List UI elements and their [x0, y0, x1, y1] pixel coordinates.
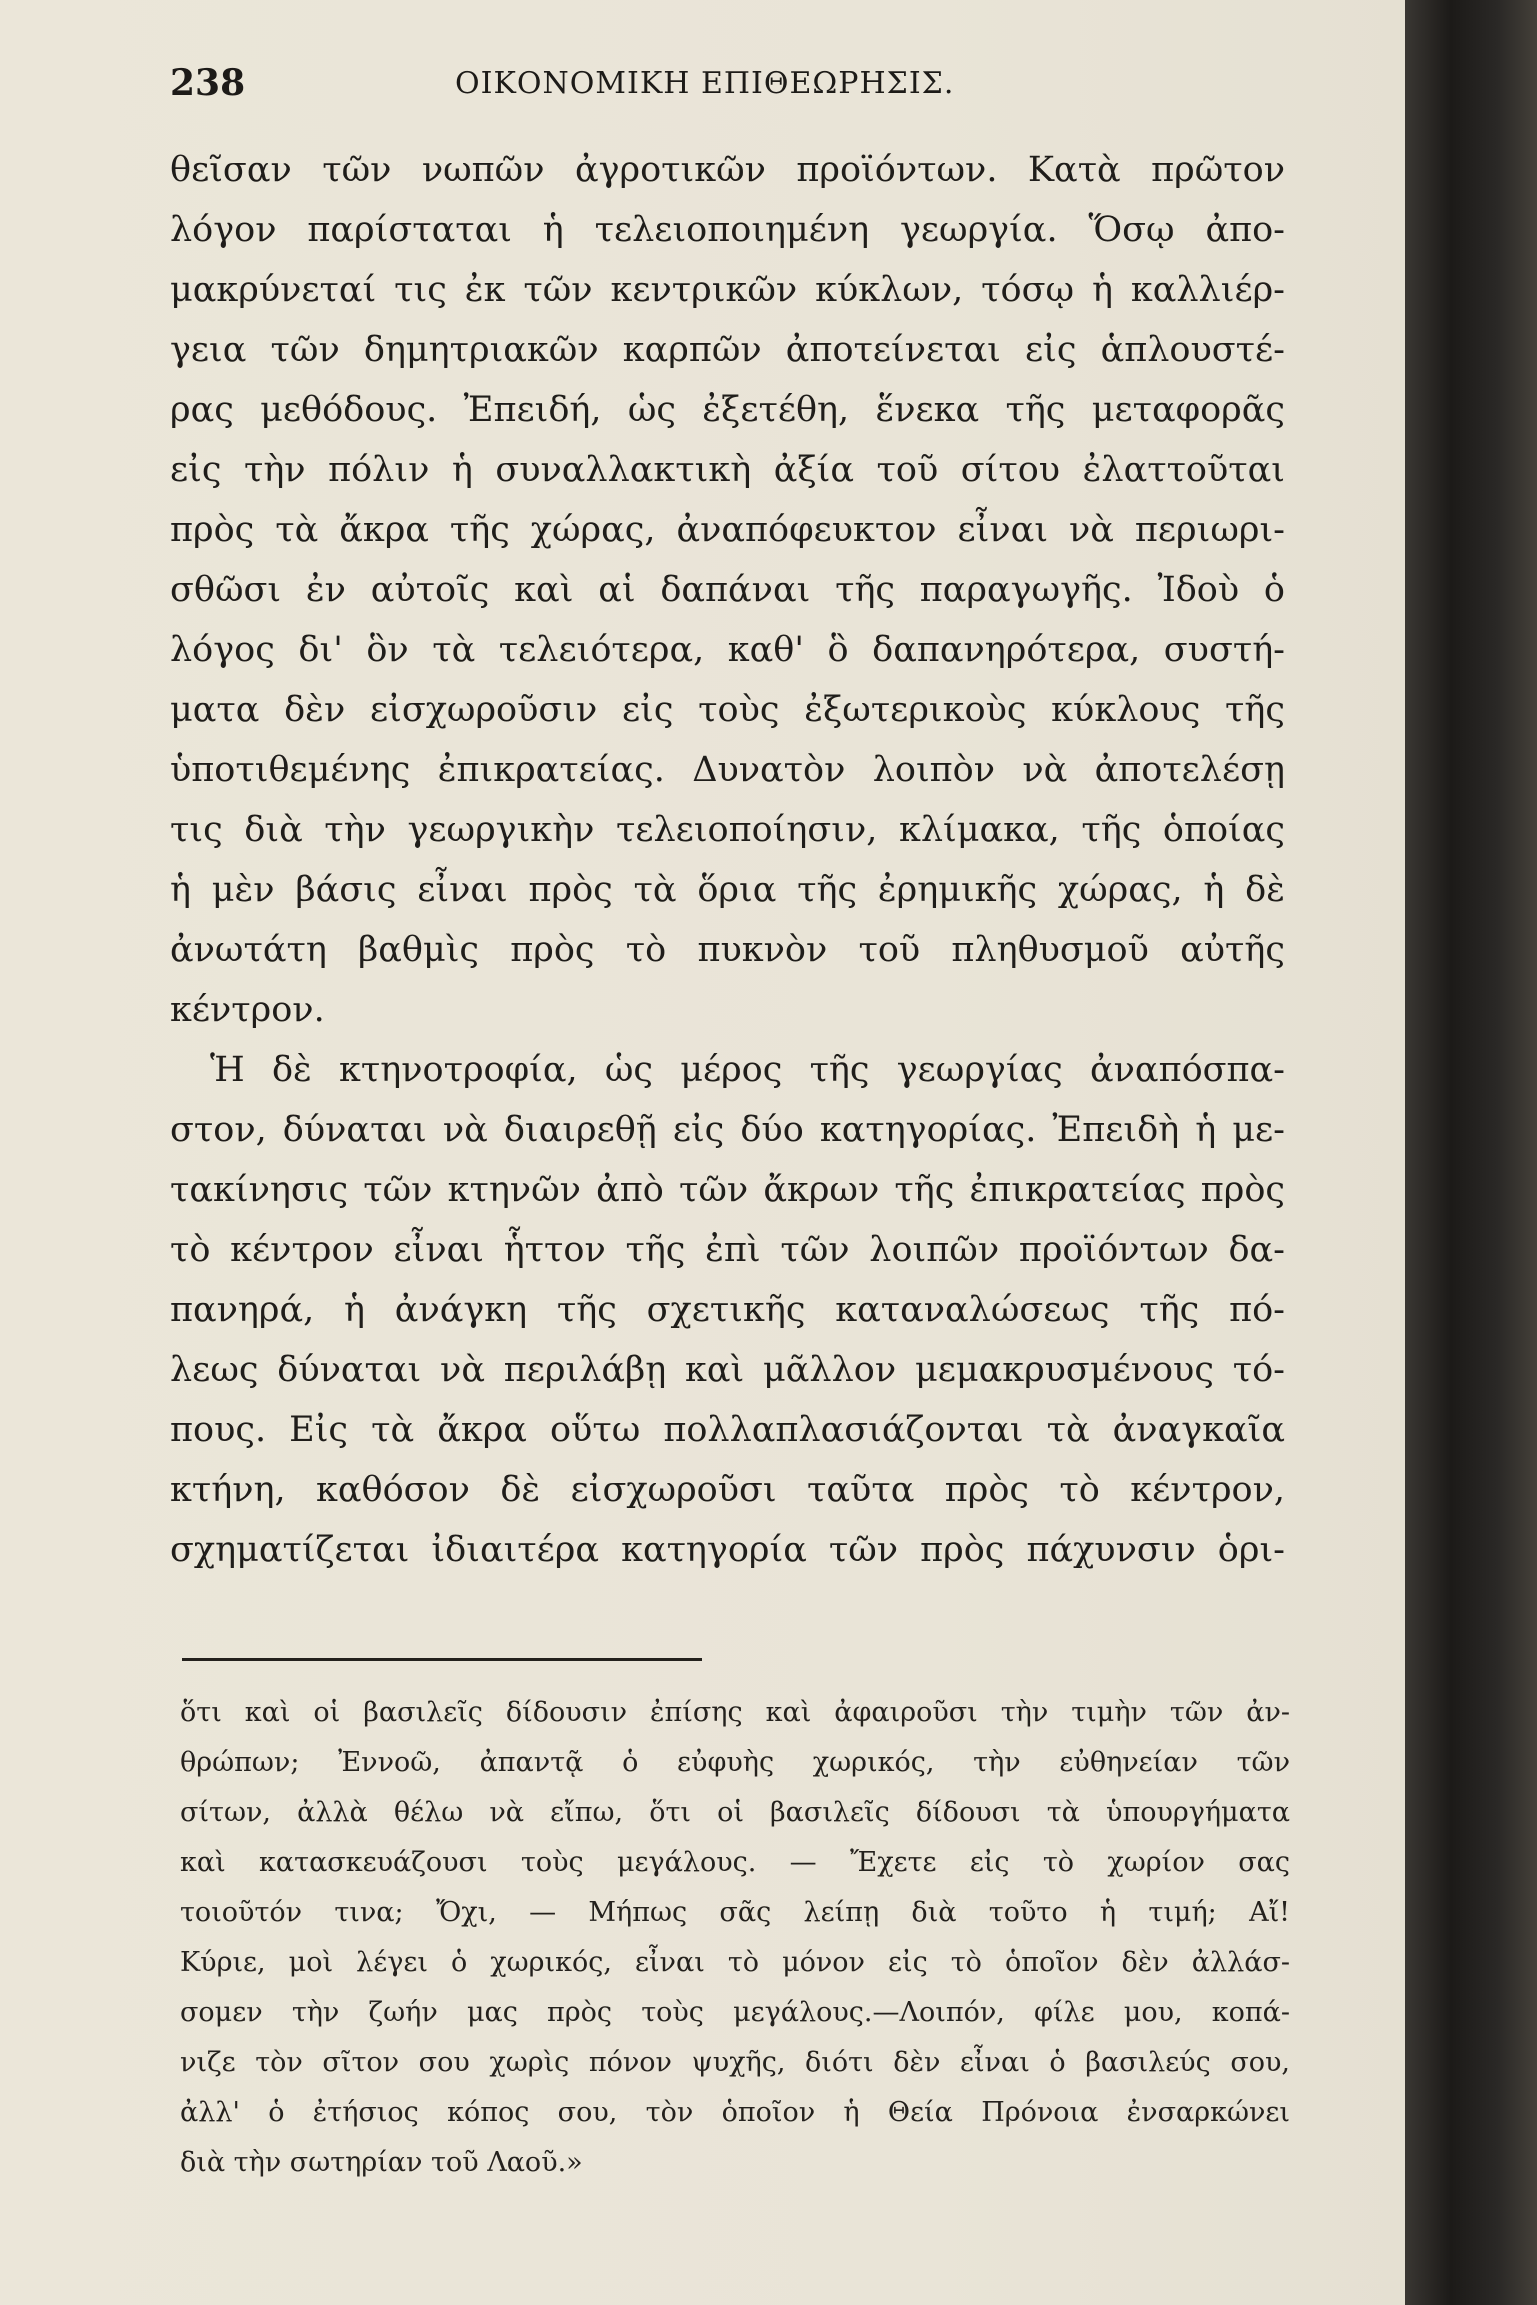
text-line: πρὸς τὰ ἄκρα τῆς χώρας, ἀναπόφευκτον εἶναι νὰ περιωρι-	[170, 510, 1285, 550]
text-line: εἰς τὴν πόλιν ἡ συναλλακτικὴ ἀξία τοῦ σίτου ἐλαττοῦται	[170, 450, 1285, 490]
text-line: κέντρον.	[170, 990, 325, 1030]
text-line: ματα δὲν εἰσχωροῦσιν εἰς τοὺς ἐξωτερικοὺς κύκλους τῆς	[170, 690, 1285, 730]
text-line: ἀνωτάτη βαθμὶς πρὸς τὸ πυκνὸν τοῦ πληθυσμοῦ αὐτῆς	[170, 930, 1285, 970]
main-text	[170, 140, 1285, 1580]
running-title: ΟΙΚΟΝΟΜΙΚΗ ΕΠΙΘΕΩΡΗΣΙΣ.	[455, 66, 955, 101]
text-line: τακίνησις τῶν κτηνῶν ἀπὸ τῶν ἄκρων τῆς ἐπικρατείας πρὸς	[170, 1170, 1285, 1210]
text-line: σθῶσι ἐν αὐτοῖς καὶ αἱ δαπάναι τῆς παραγωγῆς. Ἰδοὺ ὁ	[170, 570, 1285, 610]
text-line: λεως δύναται νὰ περιλάβῃ καὶ μᾶλλον μεμακρυσμένους τό-	[170, 1350, 1285, 1390]
text-line: στον, δύναται νὰ διαιρεθῇ εἰς δύο κατηγορίας. Ἐπειδὴ ἡ με-	[170, 1110, 1285, 1150]
footnote-line: τοιοῦτόν τινα; Ὄχι, — Μήπως σᾶς λείπῃ διὰ τοῦτο ἡ τιμή; Αἴ!	[180, 1897, 1290, 1928]
text-line: ὑποτιθεμένης ἐπικρατείας. Δυνατὸν λοιπὸν νὰ ἀποτελέσῃ	[170, 750, 1285, 790]
page-number: 238	[170, 62, 246, 104]
text-line: λόγον παρίσταται ἡ τελειοποιημένη γεωργία. Ὅσῳ ἀπο-	[170, 210, 1285, 250]
footnote-line: ἀλλ' ὁ ἐτήσιος κόπος σου, τὸν ὁποῖον ἡ Θεία Πρόνοια ἐνσαρκώνει	[180, 2097, 1290, 2128]
text-line: ρας μεθόδους. Ἐπειδή, ὡς ἐξετέθη, ἕνεκα τῆς μεταφορᾶς	[170, 390, 1285, 430]
text-line: λόγος δι' ὃν τὰ τελειότερα, καθ' ὃ δαπανηρότερα, συστή-	[170, 630, 1285, 670]
footnote-line: σομεν τὴν ζωήν μας πρὸς τοὺς μεγάλους.—Λοιπόν, φίλε μου, κοπά-	[180, 1997, 1290, 2028]
text-line: θεῖσαν τῶν νωπῶν ἀγροτικῶν προϊόντων. Κατὰ πρῶτον	[170, 150, 1285, 190]
footnote	[180, 1688, 1290, 2188]
text-line: ἡ μὲν βάσις εἶναι πρὸς τὰ ὅρια τῆς ἐρημικῆς χώρας, ἡ δὲ	[170, 870, 1285, 910]
book-spine-shadow	[1405, 0, 1537, 2305]
text-line: σχηματίζεται ἰδιαιτέρα κατηγορία τῶν πρὸς πάχυνσιν ὁρι-	[170, 1530, 1285, 1570]
footnote-rule	[182, 1658, 702, 1661]
footnote-line: νιζε τὸν σῖτον σου χωρὶς πόνον ψυχῆς, διότι δὲν εἶναι ὁ βασιλεύς σου,	[180, 2047, 1290, 2078]
footnote-line: διὰ τὴν σωτηρίαν τοῦ Λαοῦ.»	[180, 2147, 583, 2178]
text-line: πους. Εἰς τὰ ἄκρα οὕτω πολλαπλασιάζονται τὰ ἀναγκαῖα	[170, 1410, 1285, 1450]
page-header	[170, 62, 1270, 122]
footnote-line: Κύριε, μοὶ λέγει ὁ χωρικός, εἶναι τὸ μόνον εἰς τὸ ὁποῖον δὲν ἀλλάσ-	[180, 1947, 1290, 1978]
footnote-line: καὶ κατασκευάζουσι τοὺς μεγάλους. — Ἔχετε εἰς τὸ χωρίον σας	[180, 1847, 1290, 1878]
footnote-line: ὅτι καὶ οἱ βασιλεῖς δίδουσιν ἐπίσης καὶ ἀφαιροῦσι τὴν τιμὴν τῶν ἀν-	[180, 1697, 1290, 1728]
text-line: τὸ κέντρον εἶναι ἧττον τῆς ἐπὶ τῶν λοιπῶν προϊόντων δα-	[170, 1230, 1285, 1270]
text-line: μακρύνεταί τις ἐκ τῶν κεντρικῶν κύκλων, τόσῳ ἡ καλλιέρ-	[170, 270, 1285, 310]
text-line: γεια τῶν δημητριακῶν καρπῶν ἀποτείνεται εἰς ἁπλουστέ-	[170, 330, 1285, 370]
footnote-line: θρώπων; Ἐννοῶ, ἀπαντᾷ ὁ εὐφυὴς χωρικός, τὴν εὐθηνείαν τῶν	[180, 1747, 1290, 1778]
text-line: πανηρά, ἡ ἀνάγκη τῆς σχετικῆς καταναλώσεως τῆς πό-	[170, 1290, 1285, 1330]
text-line: κτήνη, καθόσον δὲ εἰσχωροῦσι ταῦτα πρὸς τὸ κέντρον,	[170, 1470, 1285, 1510]
footnote-line: σίτων, ἀλλὰ θέλω νὰ εἴπω, ὅτι οἱ βασιλεῖς δίδουσι τὰ ὑπουργήματα	[180, 1797, 1290, 1828]
paragraph-start-line: Ἡ δὲ κτηνοτροφία, ὡς μέρος τῆς γεωργίας ἀναπόσπα-	[210, 1050, 1285, 1090]
text-line: τις διὰ τὴν γεωργικὴν τελειοποίησιν, κλίμακα, τῆς ὁποίας	[170, 810, 1285, 850]
